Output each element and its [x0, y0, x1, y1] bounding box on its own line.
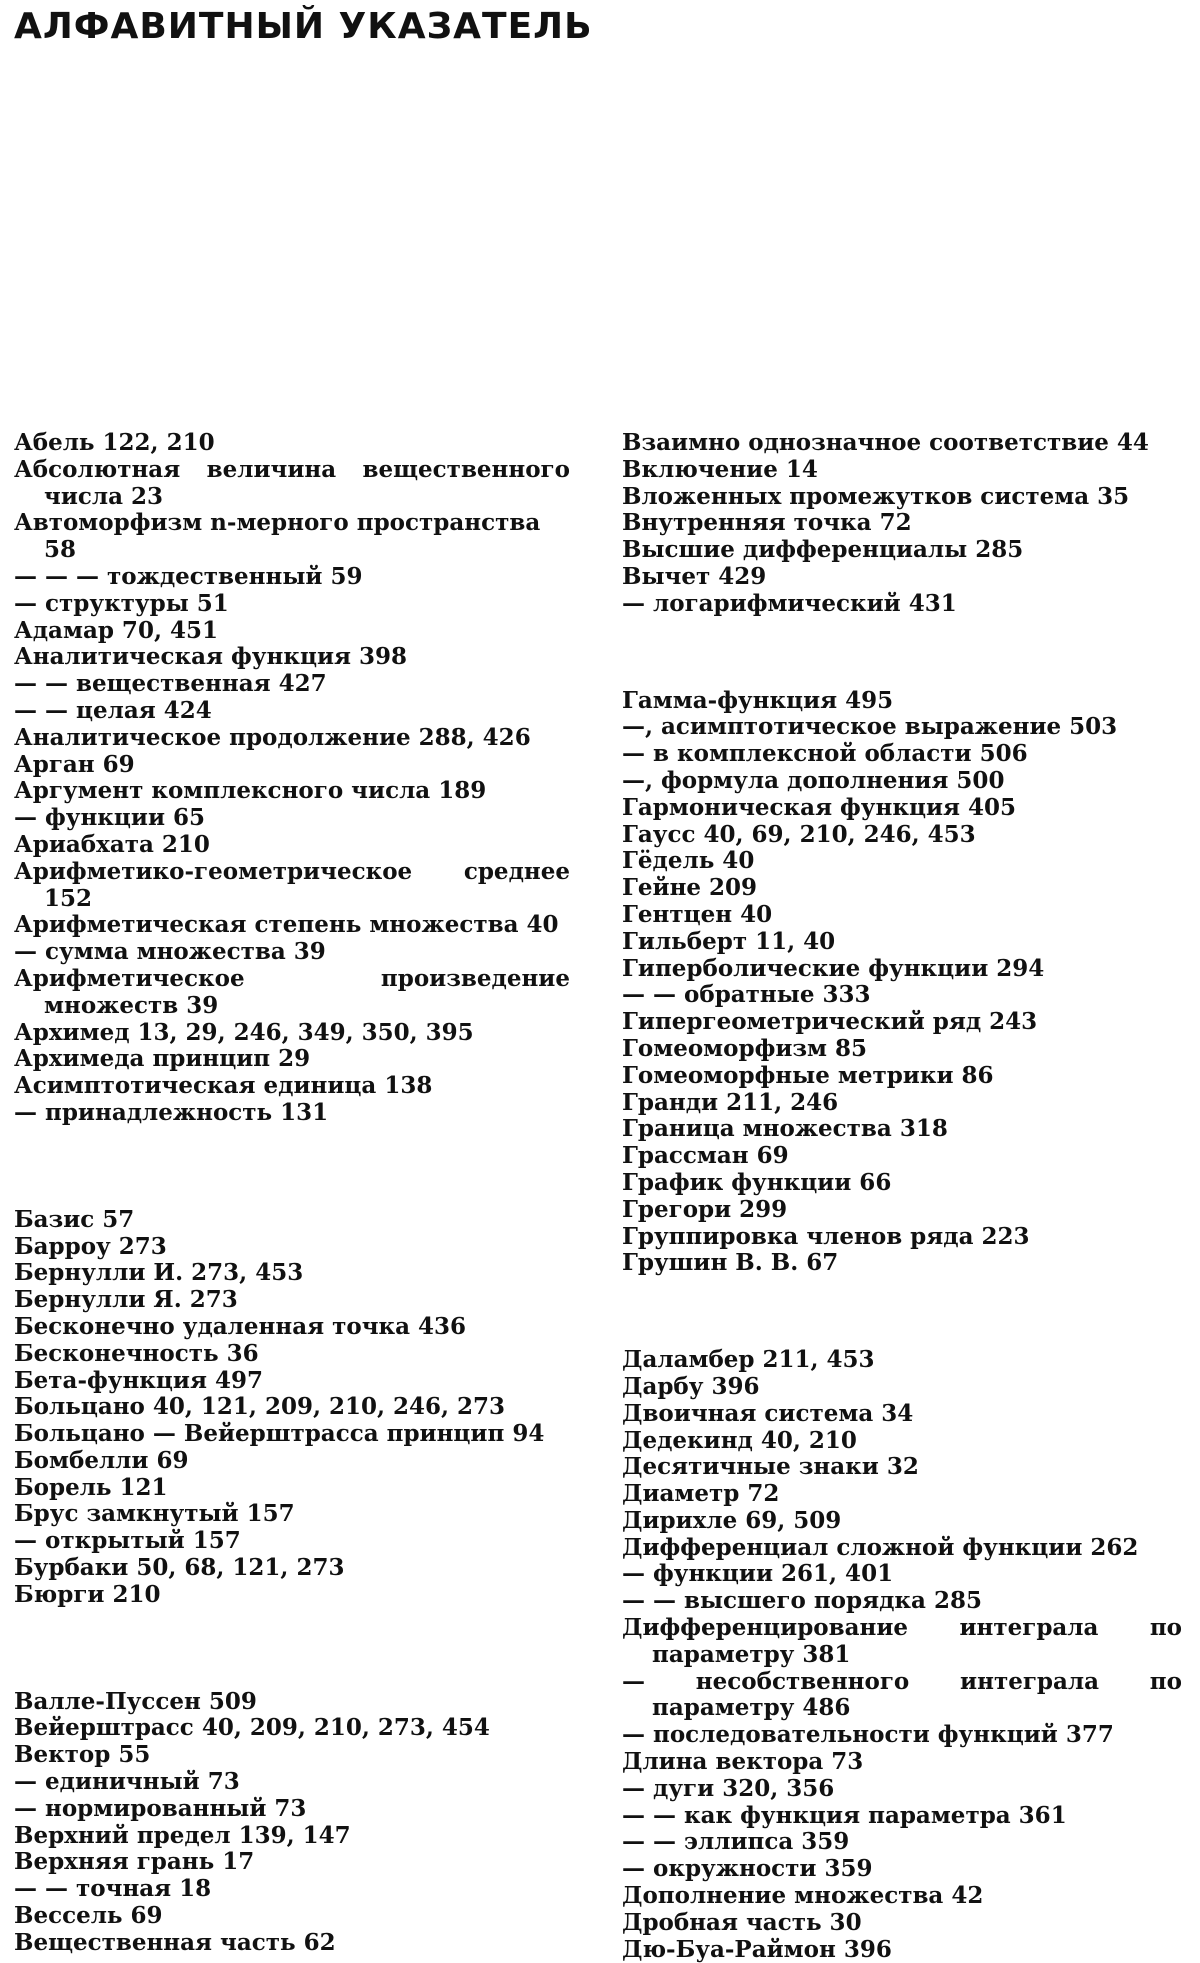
index-entry: Диаметр 72	[622, 1480, 780, 1508]
index-entry: — — обратные 333	[622, 981, 871, 1009]
index-entry: Больцано — Вейерштрасса принцип 94	[14, 1420, 545, 1448]
index-entry: Абсолютная величина вещественного числа 23	[14, 455, 570, 510]
index-entry: Гранди 211, 246	[622, 1088, 839, 1116]
index-entry: Гамма-функция 495	[622, 686, 894, 714]
index-entry: Граница множества 318	[622, 1115, 948, 1143]
index-entry: — окружности 359	[622, 1855, 873, 1883]
index-entry: — открытый 157	[14, 1527, 241, 1555]
index-entry: Арифметическая степень множества 40	[14, 911, 559, 939]
index-entry: Дедекинд 40, 210	[622, 1426, 857, 1454]
index-entry: Гаусс 40, 69, 210, 246, 453	[622, 820, 976, 848]
index-entry: Высшие дифференциалы 285	[622, 536, 1024, 564]
index-entry: Дробная часть 30	[622, 1908, 862, 1936]
index-entry: Бета-функция 497	[14, 1366, 263, 1394]
index-entry: Больцано 40, 121, 209, 210, 246, 273	[14, 1393, 506, 1421]
index-entry: — дуги 320, 356	[622, 1774, 835, 1802]
index-entry: Вычет 429	[622, 562, 767, 590]
index-entry: — — вещественная 427	[14, 670, 327, 698]
index-entry: — принадлежность 131	[14, 1098, 329, 1126]
index-entry: Дю-Буа-Раймон 396	[622, 1935, 892, 1963]
index-entry: Гёдель 40	[622, 847, 755, 875]
index-entry: Адамар 70, 451	[14, 616, 218, 644]
index-entry: Двоичная система 34	[622, 1399, 914, 1427]
index-entry: Дарбу 396	[622, 1372, 760, 1400]
index-entry: Арифметико-геометрическое среднее 152	[14, 857, 570, 912]
section-gap	[622, 1277, 1182, 1347]
section-gap	[622, 618, 1182, 688]
index-entry: — — высшего порядка 285	[622, 1587, 982, 1615]
index-entry: Вложенных промежутков система 35	[622, 482, 1130, 510]
index-entry: Ариабхата 210	[14, 830, 210, 858]
index-entry: Вейерштрасс 40, 209, 210, 273, 454	[14, 1714, 490, 1742]
index-entry: — логарифмический 431	[622, 589, 957, 617]
index-entry: — — эллипса 359	[622, 1828, 850, 1856]
index-entry: Бюрги 210	[14, 1580, 161, 1608]
index-entry: Архимеда принцип 29	[14, 1045, 311, 1073]
index-entry: — в комплексной области 506	[622, 740, 1028, 768]
index-entry: График функции 66	[622, 1168, 892, 1196]
index-entry: Абель 122, 210	[14, 429, 215, 456]
index-entry: Бурбаки 50, 68, 121, 273	[14, 1554, 345, 1582]
index-entry: Аргумент комплексного числа 189	[14, 777, 487, 805]
index-entry: Даламбер 211, 453	[622, 1346, 875, 1374]
index-entry: Бесконечность 36	[14, 1339, 259, 1367]
index-entry: Грушин В. В. 67	[622, 1249, 839, 1277]
index-entry: Вектор 55	[14, 1741, 151, 1769]
index-entry: Арифметическое произведение множеств 39	[14, 964, 570, 1019]
index-entry: Брус замкнутый 157	[14, 1500, 295, 1528]
index-entry: Арган 69	[14, 750, 135, 778]
index-entry: — несобственного интеграла по параметру 486	[622, 1667, 1182, 1722]
index-entry: Борель 121	[14, 1473, 168, 1501]
index-entry: Гипергеометрический ряд 243	[622, 1008, 1038, 1036]
index-entry: Бернулли Я. 273	[14, 1286, 238, 1314]
index-entry: Внутренняя точка 72	[622, 509, 912, 537]
index-entry: Асимптотическая единица 138	[14, 1072, 433, 1100]
index-entry: Аналитическое продолжение 288, 426	[14, 723, 531, 751]
index-entry: Гейне 209	[622, 874, 758, 902]
index-entry: Гомеоморфизм 85	[622, 1034, 868, 1062]
index-entry: — — точная 18	[14, 1875, 212, 1903]
index-entry: Длина вектора 73	[622, 1748, 864, 1776]
index-entry: — последовательности функций 377	[622, 1721, 1114, 1749]
index-entry: Верхняя грань 17	[14, 1848, 255, 1876]
index-entry: — функции 65	[14, 804, 206, 832]
index-entry: Вещественная часть 62	[14, 1928, 336, 1956]
index-entry: —, формула дополнения 500	[622, 766, 1005, 794]
index-entry: Дирихле 69, 509	[622, 1506, 842, 1534]
index-entry: Группировка членов ряда 223	[622, 1222, 1030, 1250]
index-entry: Грегори 299	[622, 1195, 788, 1223]
index-column-right	[622, 430, 1182, 1963]
index-entry: Верхний предел 139, 147	[14, 1821, 351, 1849]
index-entry: Базис 57	[14, 1205, 135, 1233]
index-entry: Барроу 273	[14, 1232, 167, 1260]
index-entry: Вессель 69	[14, 1902, 163, 1930]
index-entry: Аналитическая функция 398	[14, 643, 408, 671]
index-entry: Взаимно однозначное соответствие 44	[622, 429, 1149, 456]
index-entry: Гармоническая функция 405	[622, 793, 1017, 821]
index-entry: Дифференцирование интеграла по параметру 381	[622, 1614, 1182, 1668]
index-entry: Бернулли И. 273, 453	[14, 1259, 304, 1287]
index-entry: — функции 261, 401	[622, 1560, 894, 1588]
index-entry: — нормированный 73	[14, 1794, 307, 1822]
index-entry: Гильберт 11, 40	[622, 927, 836, 955]
index-entry: Бесконечно удаленная точка 436	[14, 1312, 467, 1340]
page-title: АЛФАВИТНЫЙ УКАЗАТЕЛЬ	[14, 6, 593, 47]
index-entry: — единичный 73	[14, 1768, 240, 1796]
index-entry: Автоморфизм n-мерного пространства 58	[14, 509, 541, 564]
index-entry: Включение 14	[622, 455, 818, 483]
index-entry: — структуры 51	[14, 589, 229, 617]
index-entry: — — как функция параметра 361	[622, 1801, 1067, 1829]
index-entry: —, асимптотическое выражение 503	[622, 713, 1118, 741]
index-entry: Десятичные знаки 32	[622, 1453, 919, 1481]
index-entry: Дифференциал сложной функции 262	[622, 1533, 1139, 1561]
index-entry: Бомбелли 69	[14, 1446, 189, 1474]
index-entry: Грассман 69	[622, 1142, 789, 1170]
index-entry: — — — тождественный 59	[14, 562, 363, 590]
index-entry: Гентцен 40	[622, 900, 773, 928]
index-entry: — — целая 424	[14, 696, 212, 724]
index-entry: Гомеоморфные метрики 86	[622, 1061, 994, 1089]
index-entry: — сумма множества 39	[14, 938, 326, 966]
index-entry: Архимед 13, 29, 246, 349, 350, 395	[14, 1018, 474, 1046]
index-entry: Дополнение множества 42	[622, 1882, 984, 1910]
index-entry: Гиперболические функции 294	[622, 954, 1045, 982]
section-gap	[14, 1609, 570, 1689]
index-column-left	[14, 430, 570, 1957]
section-gap	[14, 1127, 570, 1207]
index-entry: Валле-Пуссен 509	[14, 1687, 257, 1715]
